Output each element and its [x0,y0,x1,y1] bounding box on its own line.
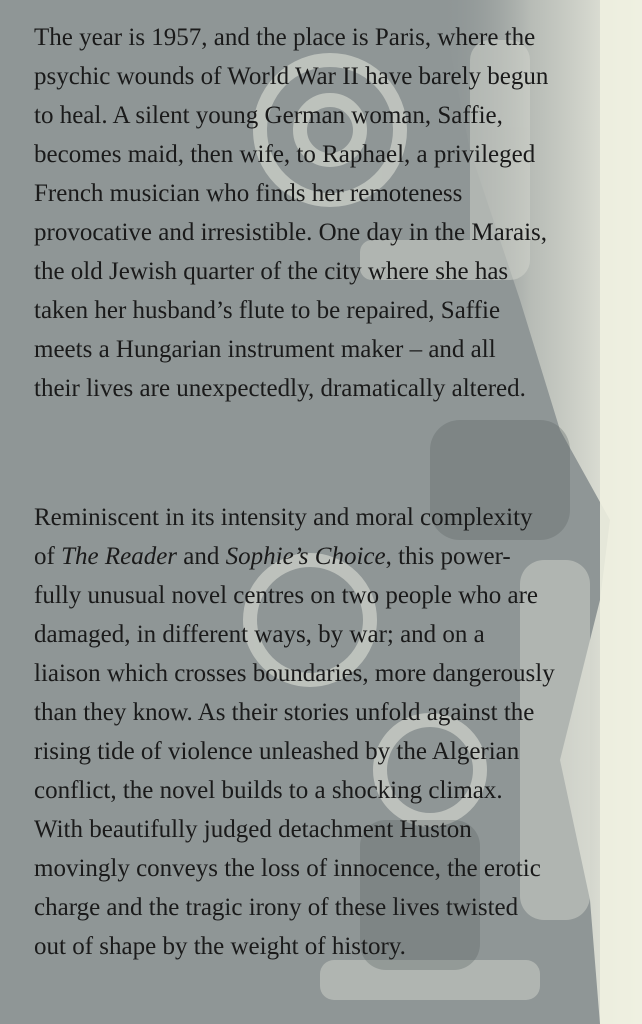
text-line: fully unusual novel centres on two people who are [34,582,539,609]
text-segment: and [177,543,226,570]
text-line: rising tide of violence unleashed by the Algerian [34,738,520,765]
paragraph-synopsis [34,18,634,408]
book-title-sophies-choice: Sophie’s Choice [225,543,386,570]
text-line: becomes maid, then wife, to Raphael, a privileged [34,141,536,168]
text-line: liaison which crosses boundaries, more dangerously [34,660,555,687]
text-segment: of [34,543,62,570]
text-line: taken her husband’s flute to be repaired, Saffie [34,297,501,324]
text-line: to heal. A silent young German woman, Saffie, [34,102,503,129]
text-line: With beautifully judged detachment Huston [34,816,472,843]
text-line: charge and the tragic irony of these lives twisted [34,894,519,921]
text-line: meets a Hungarian instrument maker – and all [34,336,496,363]
text-line: out of shape by the weight of history. [34,933,406,960]
text-line: than they know. As their stories unfold against the [34,699,535,726]
text-segment: , this power- [385,543,511,570]
text-line: movingly conveys the loss of innocence, the erotic [34,855,541,882]
text-line-with-titles [34,537,634,576]
text-line: conflict, the novel builds to a shocking climax. [34,777,503,804]
paragraph-review [34,498,634,966]
text-line: the old Jewish quarter of the city where she has [34,258,509,285]
text-line: provocative and irresistible. One day in the Marais, [34,219,548,246]
text-line: damaged, in different ways, by war; and on a [34,621,485,648]
text-line: psychic wounds of World War II have barely begun [34,63,549,90]
book-title-the-reader: The Reader [61,543,178,570]
text-line: French musician who finds her remoteness [34,180,463,207]
text-line: Reminiscent in its intensity and moral complexity [34,504,533,531]
text-line: The year is 1957, and the place is Paris, where the [34,24,536,51]
text-line: their lives are unexpectedly, dramatically altered. [34,375,526,402]
